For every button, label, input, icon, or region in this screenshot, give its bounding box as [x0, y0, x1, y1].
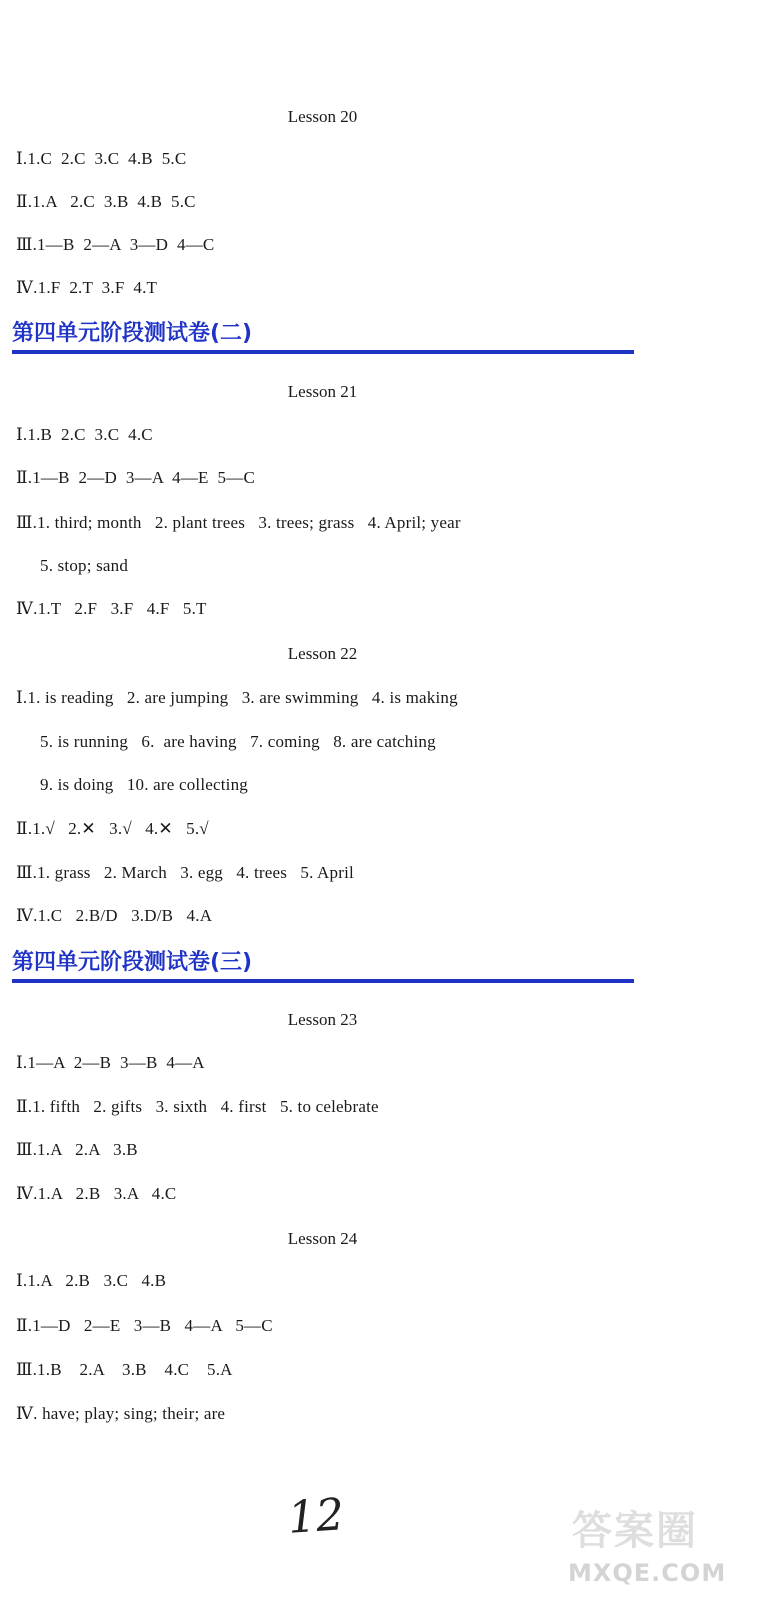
lesson-24-title: Lesson 24	[287, 1229, 358, 1248]
answer-line: 9. is doing 10. are collecting	[40, 775, 248, 794]
lesson-21-title: Lesson 21	[287, 382, 358, 401]
page-number: 12	[286, 1489, 346, 1544]
answer-line: Ⅲ.1. grass 2. March 3. egg 4. trees 5. April	[16, 863, 354, 882]
answer-line: Ⅲ.1.B 2.A 3.B 4.C 5.A	[16, 1360, 233, 1379]
answer-line: Ⅳ.1.C 2.B/D 3.D/B 4.A	[16, 906, 213, 925]
answer-line: Ⅰ.1.C 2.C 3.C 4.B 5.C	[16, 149, 187, 168]
answer-line: Ⅲ.1—B 2—A 3—D 4—C	[16, 235, 215, 254]
watermark-bottom: MXQE.COM	[568, 1559, 727, 1587]
answer-line: Ⅳ.1.F 2.T 3.F 4.T	[16, 278, 158, 297]
answer-line: 5. is running 6. are having 7. coming 8. are catching	[40, 732, 436, 751]
section-header-3	[12, 943, 634, 983]
section-title: 第四单元阶段测试卷(二)	[12, 321, 253, 346]
answer-line: Ⅱ.1.√ 2.✕ 3.√ 4.✕ 5.√	[16, 819, 209, 838]
answer-line: Ⅰ.1—A 2—B 3—B 4—A	[16, 1053, 205, 1072]
section-header-2	[12, 314, 634, 354]
lesson-22-title: Lesson 22	[287, 644, 358, 663]
answer-line: Ⅲ.1.A 2.A 3.B	[16, 1140, 138, 1159]
watermark-logo	[568, 1508, 752, 1594]
answer-line: Ⅰ.1. is reading 2. are jumping 3. are swimming 4. is making	[16, 688, 458, 707]
lesson-20-title: Lesson 20	[287, 107, 358, 126]
section-title: 第四单元阶段测试卷(三)	[12, 950, 253, 975]
answer-line: Ⅲ.1. third; month 2. plant trees 3. trees; grass 4. April; year	[16, 513, 461, 532]
answer-line: Ⅳ.1.A 2.B 3.A 4.C	[16, 1184, 177, 1203]
answer-line: Ⅱ.1.A 2.C 3.B 4.B 5.C	[16, 192, 196, 211]
answer-line: Ⅰ.1.A 2.B 3.C 4.B	[16, 1271, 167, 1290]
answer-line: Ⅰ.1.B 2.C 3.C 4.C	[16, 425, 153, 444]
answer-line: Ⅱ.1—B 2—D 3—A 4—E 5—C	[16, 468, 255, 487]
answer-line: Ⅳ. have; play; sing; their; are	[16, 1404, 226, 1423]
answer-line: Ⅱ.1. fifth 2. gifts 3. sixth 4. first 5. to celebrate	[16, 1097, 379, 1116]
answer-line: Ⅱ.1—D 2—E 3—B 4—A 5—C	[16, 1316, 273, 1335]
answer-line: Ⅳ.1.T 2.F 3.F 4.F 5.T	[16, 599, 207, 618]
watermark-top: 答案圈	[572, 1508, 698, 1554]
lesson-23-title: Lesson 23	[287, 1010, 358, 1029]
answer-line: 5. stop; sand	[40, 556, 129, 575]
